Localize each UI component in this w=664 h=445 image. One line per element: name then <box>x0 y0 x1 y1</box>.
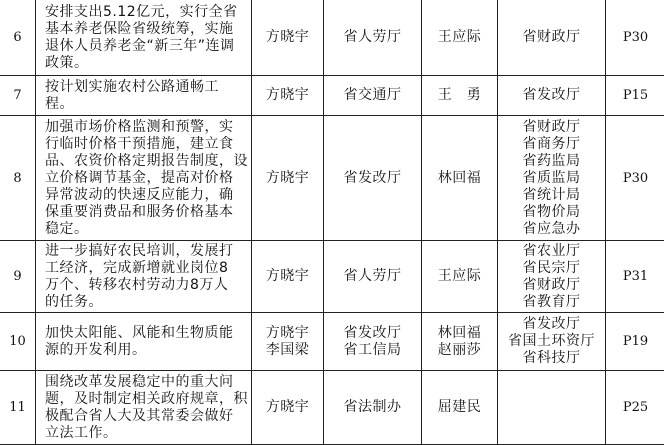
department-head <box>422 241 498 313</box>
table-row <box>0 371 664 445</box>
lead-department-entry: 省发改厅 <box>343 169 402 186</box>
department-head-entry: 林回福 <box>437 169 482 186</box>
cooperating-departments-entry: 省教育厅 <box>522 293 581 310</box>
lead-department <box>324 313 422 371</box>
row-number: 11 <box>0 371 36 445</box>
page-reference: P25 <box>606 371 664 445</box>
page-reference: P30 <box>606 0 664 76</box>
cooperating-departments <box>498 241 606 313</box>
page-reference: P15 <box>606 76 664 116</box>
responsible-leader-entry: 方晓宇 <box>265 324 310 341</box>
cooperating-departments-entry: 省商务厅 <box>522 135 581 152</box>
department-head <box>422 371 498 445</box>
lead-department-entry: 省发改厅 <box>343 324 402 341</box>
cooperating-departments <box>498 313 606 371</box>
row-number: 7 <box>0 76 36 116</box>
lead-department <box>324 241 422 313</box>
lead-department <box>324 371 422 445</box>
page-reference: P31 <box>606 241 664 313</box>
responsible-leader-entry: 方晓宇 <box>265 169 310 186</box>
lead-department <box>324 0 422 76</box>
cooperating-departments <box>498 0 606 76</box>
department-head <box>422 0 498 76</box>
cooperating-departments-entry: 省发改厅 <box>522 87 581 103</box>
cooperating-departments-entry: 省财政厅 <box>522 29 581 45</box>
table-row <box>0 313 664 371</box>
cooperating-departments-entry: 省质监局 <box>522 169 581 186</box>
lead-department-entry: 省工信局 <box>343 341 402 358</box>
department-head-entry: 王 勇 <box>437 87 482 103</box>
lead-department-entry: 省交通厅 <box>343 87 402 103</box>
department-head <box>422 313 498 371</box>
lead-department <box>324 76 422 116</box>
page-reference: P30 <box>606 116 664 241</box>
department-head-entry: 王应际 <box>437 268 482 284</box>
cooperating-departments-entry: 省发改厅 <box>522 316 581 332</box>
responsible-leader <box>252 241 324 313</box>
cooperating-departments-entry: 省农业厅 <box>522 242 581 259</box>
responsible-leader <box>252 313 324 371</box>
table-row <box>0 76 664 116</box>
cooperating-departments-entry: 省物价局 <box>522 203 581 220</box>
task-description: 进一步搞好农民培训，发展打 工经济，完成新增就业岗位8 万个、转移农村劳动力8万人 的任务。 <box>36 241 252 313</box>
cooperating-departments-entry: 省应急办 <box>522 220 581 237</box>
responsible-leader <box>252 116 324 241</box>
department-head-entry: 赵丽莎 <box>437 341 482 358</box>
department-head-entry: 林回福 <box>437 324 482 341</box>
responsible-leader <box>252 76 324 116</box>
department-head-entry: 王应际 <box>437 29 482 45</box>
department-head <box>422 116 498 241</box>
cooperating-departments <box>498 76 606 116</box>
responsible-leader-entry: 方晓宇 <box>265 268 310 284</box>
table-row <box>0 116 664 241</box>
cooperating-departments-entry: 省科技厅 <box>522 350 581 366</box>
responsible-leader-entry: 李国梁 <box>265 341 310 358</box>
row-number: 10 <box>0 313 36 371</box>
task-description: 加快太阳能、风能和生物质能 源的开发利用。 <box>36 313 252 371</box>
cooperating-departments-entry: 省财政厅 <box>522 118 581 135</box>
cooperating-departments-entry: 省民宗厅 <box>522 259 581 276</box>
cooperating-departments <box>498 371 606 445</box>
responsible-leader-entry: 方晓宇 <box>265 399 310 415</box>
lead-department-entry: 省人劳厅 <box>343 29 402 45</box>
cooperating-departments-entry: 省财政厅 <box>522 276 581 293</box>
responsible-leader-entry: 方晓宇 <box>265 87 310 103</box>
lead-department-entry: 省人劳厅 <box>343 268 402 284</box>
department-head <box>422 76 498 116</box>
cooperating-departments-entry: 省统计局 <box>522 186 581 203</box>
task-description: 按计划实施农村公路通畅工 程。 <box>36 76 252 116</box>
row-number: 8 <box>0 116 36 241</box>
department-head-entry: 屈建民 <box>437 399 482 415</box>
page-reference: P19 <box>606 313 664 371</box>
responsible-leader <box>252 0 324 76</box>
table-row <box>0 0 664 76</box>
row-number: 6 <box>0 0 36 76</box>
responsible-leader-entry: 方晓宇 <box>265 29 310 45</box>
responsible-leader <box>252 371 324 445</box>
task-description: 安排支出5.12亿元，实行全省 基本养老保险省级统筹，实施 退休人员养老金“新三年”连调 政策。 <box>36 0 252 76</box>
lead-department-entry: 省法制办 <box>343 399 402 415</box>
cooperating-departments-entry: 省药监局 <box>522 152 581 169</box>
row-number: 9 <box>0 241 36 313</box>
task-description: 加强市场价格监测和预警，实 行临时价格干预措施，建立食 品、农资价格定期报告制度，设 立价格调节基金，提高对价格 异常波动的快速反应能力，确 保重要消费品和服务价格基本 稳定。 <box>36 116 252 241</box>
cooperating-departments <box>498 116 606 241</box>
task-description: 围绕改革发展稳定中的重大问 题，及时制定相关政府规章，积 极配合省人大及其常委会做好 立法工作。 <box>36 371 252 445</box>
table-row <box>0 241 664 313</box>
lead-department <box>324 116 422 241</box>
cooperating-departments-entry: 省国土环资厅 <box>508 333 595 349</box>
